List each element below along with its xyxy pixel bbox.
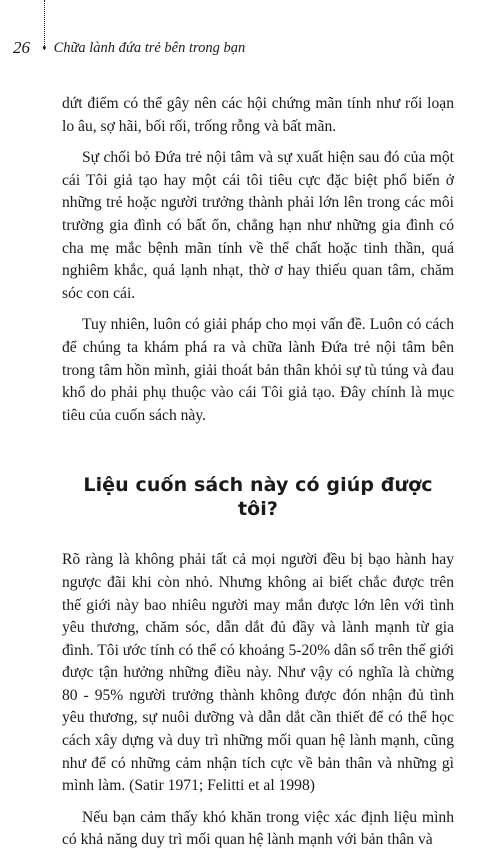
paragraph: Sự chối bỏ Đứa trẻ nội tâm và sự xuất hiện sau đó của một cái Tôi giả tạo hay một cái tôi tiêu cực đặc biệt phổ biến ở những trẻ hoặc người trưởng thành phải lớn lên trong các môi trường gia đình có bất ổn, chẳng hạn như những gia đình có cha mẹ mắc bệnh mãn tính về thể chất hoặc tinh thần, quá nghiêm khắc, quá lạnh nhạt, thờ ơ hay thiếu quan tâm, chăm sóc con cái. bbox=[62, 149, 454, 302]
page-number: 26 bbox=[13, 38, 30, 57]
header-bullet: • bbox=[42, 40, 47, 55]
page-body bbox=[62, 93, 454, 852]
paragraph-continued: dứt điểm có thể gây nên các hội chứng mãn tính như rối loạn lo âu, sợ hãi, bối rối, trống rỗng và bất mãn. bbox=[62, 95, 454, 135]
book-title: Chữa lành đứa trẻ bên trong bạn bbox=[53, 39, 246, 56]
paragraph: Tuy nhiên, luôn có giải pháp cho mọi vấn đề. Luôn có cách để chúng ta khám phá ra và chữa lành Đứa trẻ nội tâm bên trong tâm hồn mình, giải thoát bản thân khỏi sự tù túng và đau khổ do phải phụ thuộc vào cái Tôi giả tạo. Đây chính là mục tiêu của cuốn sách này. bbox=[62, 316, 454, 424]
section-heading: Liệu cuốn sách này có giúp được tôi? bbox=[83, 474, 433, 521]
running-header bbox=[13, 35, 245, 61]
paragraph: Rõ ràng là không phải tất cả mọi người đều bị bạo hành hay ngược đãi khi còn nhỏ. Nhưng không ai biết chắc được trên thế giới này bao nhiêu người may mắn được lớn lên với tình yêu thương, chăm sóc, dẫn dắt đủ đầy và lành mạnh từ gia đình. Tôi ước tính có thể có khoảng 5-20% dân số trên thế giới được tận hưởng những điều này. Như vậy có nghĩa là chừng 80 - 95% người trưởng thành không được đón nhận đủ tình yêu thương, sự nuôi dưỡng và dẫn dắt cần thiết để có thể học cách xây dựng và duy trì những mối quan hệ lành mạnh, cũng như để có những cảm nhận tích cực về bản thân và những gì mình làm. (Satir 1971; Felitti et al 1998) bbox=[62, 551, 454, 795]
paragraph: Nếu bạn cảm thấy khó khăn trong việc xác định liệu mình có khả năng duy trì mối quan hệ lành mạnh với bản thân và bbox=[62, 808, 454, 849]
